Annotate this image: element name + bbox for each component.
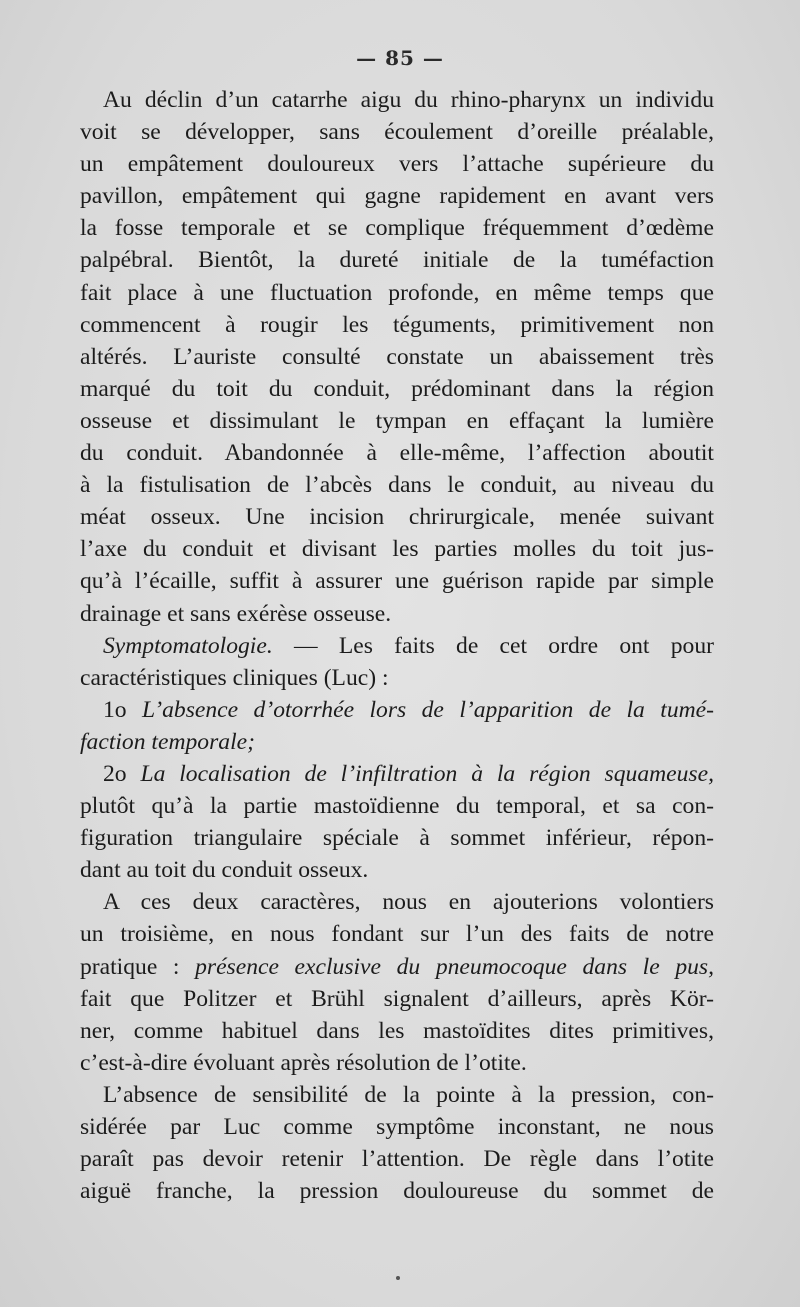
text-line [80, 694, 714, 726]
text-line: altérés. L’auriste consulté constate un abaissement très [80, 343, 714, 370]
list-item-1 [80, 694, 714, 758]
text-line: dant au toit du conduit osseux. [80, 857, 369, 884]
text-line: palpébral. Bientôt, la dureté initiale de la tuméfaction [80, 247, 714, 274]
ink-speck [396, 1276, 400, 1280]
text-line: l’axe du conduit et divisant les parties molles du toit jus- [80, 536, 714, 563]
text-line: paraît pas devoir retenir l’attention. De règle dans l’otite [80, 1146, 714, 1173]
text-line: fait place à une fluctuation profonde, en même temps que [80, 279, 714, 306]
item-number: 2o [103, 760, 127, 787]
paragraph-1 [80, 84, 714, 630]
list-item-2 [80, 758, 714, 886]
text-line: plutôt qu’à la partie mastoïdienne du temporal, et sa con- [80, 793, 714, 820]
paragraph-symptomatologie [80, 630, 714, 694]
section-heading: Symptomatologie. [103, 632, 273, 659]
text-run: — Les faits de cet ordre ont pour [272, 632, 714, 659]
text-line: drainage et sans exérèse osseuse. [80, 600, 392, 627]
text-line: Au déclin d’un catarrhe aigu du rhino-pharynx un individu [103, 87, 714, 113]
text-line: osseuse et dissimulant le tympan en effaçant la lumière [80, 407, 714, 434]
text-line: pavillon, empâtement qui gagne rapidement en avant vers [80, 183, 714, 210]
text-line: caractéristiques cliniques (Luc) : [80, 664, 389, 691]
text-line: un empâtement douloureux vers l’attache supérieure du [80, 151, 714, 178]
text-line: aiguë franche, la pression douloureuse du sommet de [80, 1178, 714, 1205]
text-line: L’absence de sensibilité de la pointe à la pression, con- [103, 1081, 714, 1108]
text-line [80, 726, 714, 758]
text-line: ner, comme habituel dans les mastoïdites dites primitives, [80, 1017, 714, 1044]
text-line [80, 630, 714, 662]
text-run: présence exclusive du pneumocoque dans le pus, [195, 953, 714, 980]
paragraph-5 [80, 886, 714, 1079]
body-text [80, 84, 714, 1207]
text-line: sidérée par Luc comme symptôme inconstant, ne nous [80, 1114, 714, 1140]
text-line: marqué du toit du conduit, prédominant dans la région [80, 375, 714, 402]
text-line: fait que Politzer et Brühl signalent d’ailleurs, après Kör- [80, 985, 714, 1012]
text-line [80, 951, 714, 983]
text-line: voit se développer, sans écoulement d’oreille préalable, [80, 119, 714, 146]
item-number: 1o [103, 696, 127, 723]
text-line: qu’à l’écaille, suffit à assurer une guérison rapide par simple [80, 568, 714, 595]
text-line: figuration triangulaire spéciale à sommet inférieur, répon- [80, 825, 714, 852]
text-run: pratique : [80, 953, 196, 980]
text-line: méat osseux. Une incision chrirurgicale, menée suivant [80, 504, 714, 531]
paragraph-6 [80, 1079, 714, 1207]
page-number: — 85 — [356, 46, 444, 70]
text-line [80, 758, 714, 790]
text-run: La localisation de l’infiltration à la région squameuse, [140, 760, 714, 787]
text-line: A ces deux caractères, nous en ajouterions volontiers [103, 889, 714, 916]
text-line: c’est-à-dire évoluant après résolution de l’otite. [80, 1049, 527, 1076]
text-run: L’absence d’otorrhée lors de l’apparition de la tumé- [142, 696, 714, 723]
text-line: à la fistulisation de l’abcès dans le conduit, au niveau du [80, 472, 714, 499]
text-line: commencent à rougir les téguments, primitivement non [80, 311, 714, 338]
text-run: faction temporale; [80, 728, 255, 755]
text-line: du conduit. Abandonnée à elle-même, l’affection aboutit [80, 440, 714, 467]
text-line: un troisième, en nous fondant sur l’un des faits de notre [80, 921, 714, 948]
text-line: la fosse temporale et se complique fréquemment d’œdème [80, 215, 714, 242]
